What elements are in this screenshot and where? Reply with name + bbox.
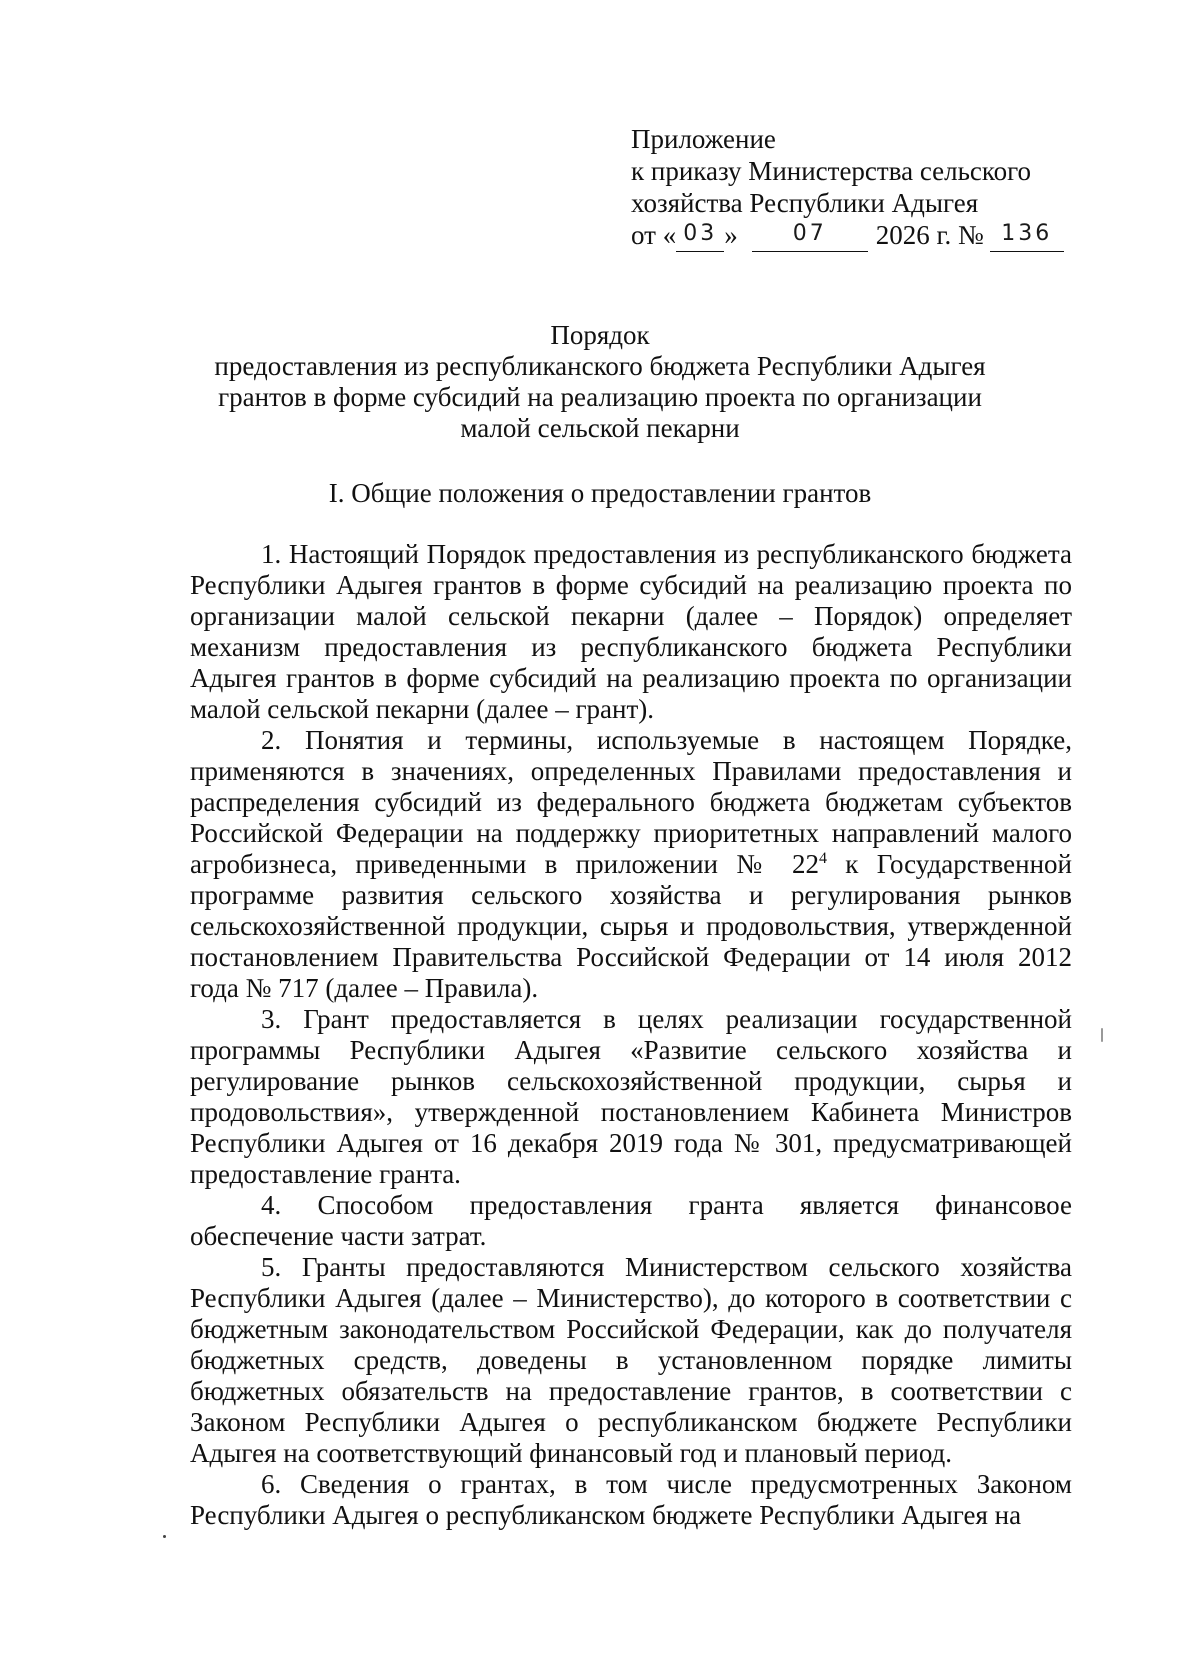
paragraph-2 [190, 725, 1072, 1004]
appendix-order-ref: к приказу Министерства сельского [631, 156, 1032, 186]
handwritten-month: 07 [792, 221, 827, 246]
handwritten-number: 136 [1001, 221, 1053, 246]
document-title [150, 320, 1050, 444]
appendix-ministry: хозяйства Республики Адыгея [631, 188, 979, 218]
date-month-field [752, 222, 868, 252]
handwritten-day: 03 [683, 221, 718, 246]
title-line-2: предоставления из республиканского бюджета Республики Адыгея [214, 351, 986, 381]
section-heading: I. Общие положения о предоставлении грантов [328, 478, 872, 508]
appendix-label: Приложение [631, 124, 776, 154]
title-line-1: Порядок [550, 320, 650, 350]
paragraph-1: 1. Настоящий Порядок предоставления из республиканского бюджета Республики Адыгея грантов в форме субсидий на реализацию проекта по организации малой сельской пекарни (далее – Порядок) определяет механизм предоставления из республиканского бюджета Республики Адыгея грантов в форме субсидий на реализацию проекта по организации малой сельской пекарни (далее – грант). [190, 539, 1072, 724]
date-day-field [676, 222, 724, 252]
title-line-4: малой сельской пекарни [460, 413, 740, 443]
scan-speck-mark [163, 1535, 166, 1538]
order-number-field [990, 222, 1064, 252]
paragraph-6: 6. Сведения о грантах, в том числе предусмотренных Законом Республики Адыгея о республиканском бюджете Республики Адыгея на [190, 1469, 1072, 1530]
date-quote-close: » [724, 220, 738, 250]
paragraph-2-part-a: 2. Понятия и термины, используемые в настоящем Порядке, применяются в значениях, определенных Правилами предоставления и распределения субсидий из федерального бюджета бюджетам субъектов Российской Федерации на поддержку приоритетных направлений малого агробизнеса, приведенными в приложении № 22 [190, 725, 1072, 879]
paragraph-3: 3. Грант предоставляется в целях реализации государственной программы Республики Адыгея «Развитие сельского хозяйства и регулирование рынков сельскохозяйственной продукции, сырья и продовольствия», утвержденной постановлением Кабинета Министров Республики Адыгея от 16 декабря 2019 года № 301, предусматривающей предоставление гранта. [190, 1004, 1072, 1189]
date-prefix: от « [631, 220, 677, 250]
paragraph-4: 4. Способом предоставления гранта является финансовое обеспечение части затрат. [190, 1190, 1072, 1251]
paragraph-2-part-b: к Государственной программе развития сельского хозяйства и регулирования рынков сельскохозяйственной продукции, сырья и продовольствия, утвержденной постановлением Правительства Российской Федерации от 14 июля 2012 года № 717 (далее – Правила). [190, 849, 1072, 1003]
date-year-label: 2026 г. № [875, 220, 984, 250]
appendix-date-number [631, 219, 1064, 252]
document-body [190, 539, 1072, 1531]
paragraph-5: 5. Гранты предоставляются Министерством сельского хозяйства Республики Адыгея (далее – Министерство), до которого в соответствии с бюджетным законодательством Российской Федерации, как до получателя бюджетных средств, доведены в установленном порядке лимиты бюджетных обязательств на предоставление грантов, в соответствии с Законом Республики Адыгея о республиканском бюджете Республики Адыгея на соответствующий финансовый год и плановый период. [190, 1252, 1072, 1468]
paragraph-2-superscript: 4 [818, 850, 827, 867]
appendix-header [631, 123, 1064, 252]
title-line-3: грантов в форме субсидий на реализацию проекта по организации [218, 382, 982, 412]
scan-margin-mark [1101, 1028, 1103, 1042]
